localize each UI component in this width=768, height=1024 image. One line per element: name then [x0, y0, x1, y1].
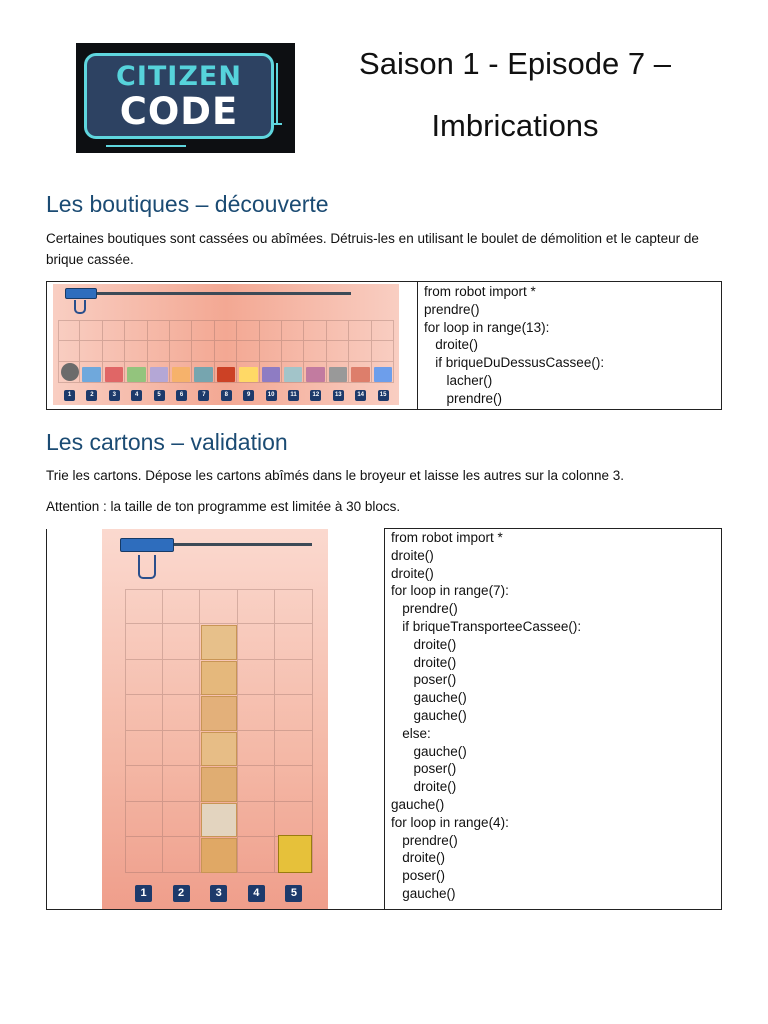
grid-cell [125, 731, 163, 767]
grid-cell [148, 341, 170, 362]
column-number: 14 [355, 390, 366, 401]
section-heading-cartons: Les cartons – validation [46, 429, 288, 455]
code-line: from robot import * [391, 530, 503, 545]
robot-claw [138, 555, 156, 579]
grid-cell [372, 320, 394, 341]
boutiques-game-scene [53, 284, 399, 405]
grid-cell [349, 320, 371, 341]
shop-icon [374, 367, 392, 382]
grid-cell [163, 589, 201, 625]
grid-cell [103, 320, 125, 341]
grid-cell [327, 320, 349, 341]
code-line: from robot import * [424, 284, 536, 299]
robot-claw [74, 300, 86, 314]
wrecking-ball-icon [61, 363, 79, 381]
grid-cell [275, 766, 313, 802]
grid-cell [238, 589, 276, 625]
grid-cell [238, 837, 276, 873]
column-number: 10 [266, 390, 277, 401]
grid-cell [125, 766, 163, 802]
grid-cell [163, 837, 201, 873]
code-line: poser() [391, 761, 457, 777]
column-number: 5 [285, 885, 302, 902]
grid-cell [275, 624, 313, 660]
code-line: gauche() [391, 690, 467, 706]
code-line: gauche() [391, 743, 467, 759]
circuit-line [276, 63, 278, 123]
code-line: droite() [391, 565, 434, 581]
shop-icon [194, 367, 212, 382]
section-heading-boutiques: Les boutiques – découverte [46, 191, 329, 217]
shop-icon [351, 367, 369, 382]
grid-cell [58, 320, 80, 341]
grid-cell [200, 589, 238, 625]
shop-icon [239, 367, 257, 382]
grid-cell [237, 320, 259, 341]
grid-cell [125, 624, 163, 660]
grid-cell [304, 320, 326, 341]
carton-icon [201, 661, 237, 696]
grid-cell [215, 320, 237, 341]
grid-cell [215, 341, 237, 362]
shop-icon [284, 367, 302, 382]
carton-icon [201, 625, 237, 660]
carton-icon [201, 838, 237, 873]
column-number: 2 [86, 390, 97, 401]
column-number: 5 [154, 390, 165, 401]
grid-cell [125, 320, 147, 341]
code-line: droite() [391, 547, 434, 563]
grid-cell [125, 341, 147, 362]
grid-cell [238, 766, 276, 802]
grid-cell [125, 589, 163, 625]
grid-cell [58, 341, 80, 362]
grid-cell [260, 341, 282, 362]
code-line: droite() [391, 850, 446, 866]
shop-icon [217, 367, 235, 382]
grid-cell [327, 341, 349, 362]
cartons-code [385, 529, 721, 904]
cartons-scene-cell [47, 529, 385, 910]
grid-cell [125, 660, 163, 696]
boutiques-scene-cell [47, 282, 418, 410]
code-line: poser() [391, 672, 457, 688]
boutiques-code-cell [418, 282, 722, 410]
code-line: else: [391, 725, 431, 741]
grid-cell [275, 589, 313, 625]
column-number: 1 [135, 885, 152, 902]
grid-cell [80, 320, 102, 341]
code-line: droite() [391, 654, 457, 670]
code-line: for loop in range(13): [424, 319, 550, 335]
grid-cell [304, 341, 326, 362]
shop-icon [306, 367, 324, 382]
circuit-line [272, 123, 282, 125]
column-number: 12 [310, 390, 321, 401]
shop-icon [172, 367, 190, 382]
boutiques-table [46, 281, 722, 410]
section-cartons-warning: Attention : la taille de ton programme est limitée à 30 blocs. [46, 499, 401, 514]
column-number: 4 [131, 390, 142, 401]
code-line: gauche() [391, 796, 445, 812]
grid-cell [349, 341, 371, 362]
grid-cell [103, 341, 125, 362]
column-number: 4 [248, 885, 265, 902]
page-title-line1: Saison 1 - Episode 7 – [359, 46, 671, 81]
grid-cell [170, 320, 192, 341]
grid-cell [148, 320, 170, 341]
boutiques-code [418, 282, 721, 409]
grid-cell [163, 766, 201, 802]
column-number: 2 [173, 885, 190, 902]
section-boutiques-text: Certaines boutiques sont cassées ou abîmées. Détruis-les en utilisant le boulet de démolition et le capteur de brique cassée. [46, 231, 699, 267]
page-title-line2: Imbrications [431, 108, 599, 143]
column-number: 1 [64, 390, 75, 401]
grid-cell [282, 320, 304, 341]
grid-cell [125, 837, 163, 873]
logo-word-citizen: CITIZEN [116, 61, 242, 92]
code-line: droite() [424, 337, 479, 353]
grid-cell [275, 695, 313, 731]
grid-cell [238, 624, 276, 660]
grid-cell [163, 695, 201, 731]
column-number: 8 [221, 390, 232, 401]
code-line: for loop in range(4): [391, 814, 509, 830]
code-line: gauche() [391, 707, 467, 723]
shop-icon [150, 367, 168, 382]
grid-cell [275, 802, 313, 838]
grid-cell [163, 731, 201, 767]
cartons-code-cell [385, 529, 722, 910]
grid-cell [163, 624, 201, 660]
robot-rail [67, 292, 351, 295]
robot-arm-head [120, 538, 174, 552]
robot-arm-head [65, 288, 97, 299]
carton-icon [201, 803, 237, 838]
code-line: poser() [391, 868, 446, 884]
grid-cell [80, 341, 102, 362]
column-number: 6 [176, 390, 187, 401]
shop-icon [82, 367, 100, 382]
logo-frame [84, 53, 274, 139]
column-number: 3 [210, 885, 227, 902]
column-number: 11 [288, 390, 299, 401]
shop-icon [105, 367, 123, 382]
grid-cell [238, 731, 276, 767]
code-line: prendre() [391, 601, 458, 617]
grid-cell [238, 660, 276, 696]
grid-cell [275, 660, 313, 696]
column-number: 3 [109, 390, 120, 401]
grid-cell [163, 660, 201, 696]
grid-cell [372, 341, 394, 362]
grid-cell [170, 341, 192, 362]
shop-icon [262, 367, 280, 382]
grid-cell [163, 802, 201, 838]
circuit-line [106, 145, 186, 147]
shop-icon [127, 367, 145, 382]
carton-icon [201, 732, 237, 767]
code-line: prendre() [424, 390, 503, 406]
column-number: 13 [333, 390, 344, 401]
grid-cell [125, 695, 163, 731]
carton-icon [201, 767, 237, 802]
carton-icon [201, 696, 237, 731]
grid-cell [282, 341, 304, 362]
grid-cell [260, 320, 282, 341]
code-line: prendre() [424, 301, 480, 317]
grid-cell [238, 802, 276, 838]
grid-cell [192, 320, 214, 341]
code-line: droite() [391, 636, 457, 652]
section-cartons-text: Trie les cartons. Dépose les cartons abîmés dans le broyeur et laisse les autres sur la colonne 3. [46, 468, 625, 483]
code-line: if briqueTransporteeCassee(): [391, 618, 582, 634]
code-line: for loop in range(7): [391, 583, 509, 599]
grid-cell [238, 695, 276, 731]
shop-icon [329, 367, 347, 382]
grid-cell [192, 341, 214, 362]
cartons-table [46, 528, 722, 910]
code-line: gauche() [391, 885, 456, 901]
grid-cell [237, 341, 259, 362]
column-number: 15 [378, 390, 389, 401]
citizen-code-logo [76, 43, 295, 153]
column-number: 7 [198, 390, 209, 401]
grid-cell [125, 802, 163, 838]
code-line: if briqueDuDessusCassee(): [424, 355, 605, 371]
code-line: lacher() [424, 372, 493, 388]
code-line: prendre() [391, 832, 458, 848]
cartons-game-scene [102, 529, 328, 909]
code-line: droite() [391, 779, 457, 795]
logo-word-code: CODE [119, 90, 239, 133]
column-number: 9 [243, 390, 254, 401]
shredder-icon [278, 835, 312, 873]
grid-cell [275, 731, 313, 767]
